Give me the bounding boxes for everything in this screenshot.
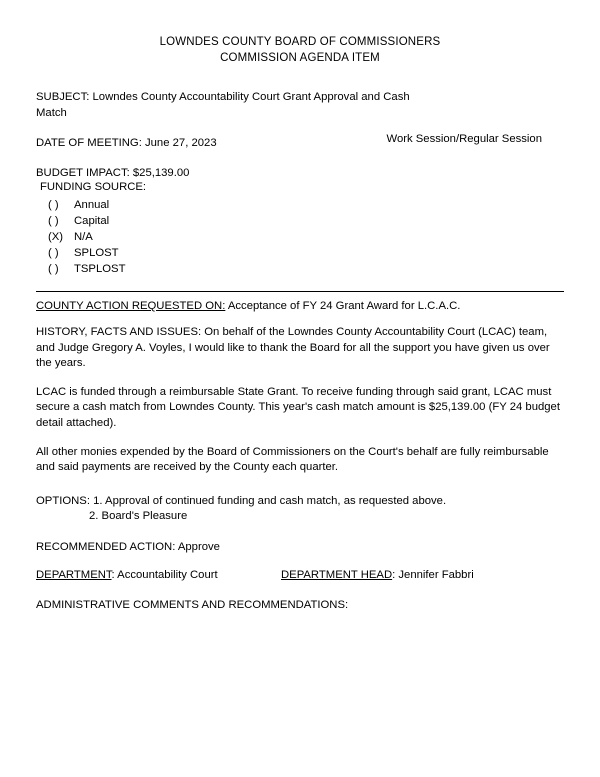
- options-item-1: 1. Approval of continued funding and cash match, as requested above.: [93, 494, 447, 507]
- county-action-label: COUNTY ACTION REQUESTED ON:: [36, 300, 226, 312]
- subject-text: Lowndes County Accountability Court Grant Approval and Cash Match: [36, 91, 410, 119]
- options-line-1: [36, 494, 564, 510]
- budget-impact-label: BUDGET IMPACT:: [36, 167, 130, 179]
- funding-source-label: FUNDING SOURCE:: [40, 181, 147, 193]
- checkbox-tsplost[interactable]: ( ): [48, 263, 59, 275]
- budget-impact-line: [36, 167, 564, 179]
- meeting-date-group: [36, 137, 217, 149]
- department-label: DEPARTMENT: [36, 568, 112, 581]
- department-value: : Accountability Court: [111, 568, 218, 581]
- funding-option-tsplost[interactable]: [36, 261, 564, 277]
- history-label: HISTORY, FACTS AND ISSUES:: [36, 326, 202, 338]
- funding-option-label: SPLOST: [74, 247, 119, 259]
- funding-option-na[interactable]: [36, 229, 564, 245]
- checkbox-capital[interactable]: ( ): [48, 215, 59, 227]
- department-head-label: DEPARTMENT HEAD: [281, 568, 393, 581]
- funding-option-annual[interactable]: [36, 197, 564, 213]
- header-line-1: LOWNDES COUNTY BOARD OF COMMISSIONERS: [159, 36, 441, 48]
- history-paragraph-3: All other monies expended by the Board of Commissioners on the Court's behalf are fully reimbursable and said payments are received by the County each quarter.: [36, 445, 549, 474]
- department-head-group: [281, 569, 474, 581]
- history-text-1: On behalf of the Lowndes County Accountability Court (LCAC) team, and Judge Gregory A. Voyles, I would like to thank the Board for all the support you have given us over the years.: [36, 326, 550, 370]
- funding-option-splost[interactable]: [36, 245, 564, 261]
- document-header: [36, 34, 564, 66]
- funding-source-options: [36, 197, 564, 277]
- funding-option-label: Capital: [74, 215, 110, 227]
- history-paragraph-1: [36, 325, 564, 372]
- session-type: Work Session/Regular Session: [386, 133, 542, 145]
- meeting-date-label: DATE OF MEETING:: [36, 137, 142, 149]
- meeting-date-value: June 27, 2023: [145, 137, 217, 149]
- header-line-2: COMMISSION AGENDA ITEM: [220, 52, 380, 64]
- options-item-2: 2. Board's Pleasure: [89, 510, 188, 523]
- department-group: [36, 569, 281, 581]
- funding-option-capital[interactable]: [36, 213, 564, 229]
- checkbox-annual[interactable]: ( ): [48, 199, 59, 211]
- funding-option-label: Annual: [74, 199, 110, 211]
- section-divider: [36, 291, 564, 292]
- subject-section: [36, 90, 436, 121]
- history-paragraph-2: LCAC is funded through a reimbursable State Grant. To receive funding through said grant, LCAC must secure a cash match from Lowndes County. This year's cash match amount is $25,139.00 (FY 24 budget detail attached).: [36, 385, 560, 429]
- department-section: [36, 569, 564, 581]
- options-section: [36, 494, 564, 525]
- checkbox-na[interactable]: (X): [48, 231, 64, 243]
- subject-label: SUBJECT:: [36, 91, 90, 103]
- meeting-section: [36, 133, 564, 149]
- funding-option-label: TSPLOST: [74, 263, 126, 275]
- budget-impact-amount: $25,139.00: [132, 167, 190, 179]
- recommended-action-label: RECOMMENDED ACTION:: [36, 540, 176, 553]
- county-action-text: Acceptance of FY 24 Grant Award for L.C.A.C.: [227, 300, 461, 312]
- recommended-action-section: [36, 541, 564, 553]
- recommended-action-value: Approve: [177, 540, 220, 553]
- county-action-section: [36, 300, 564, 312]
- department-head-value: : Jennifer Fabbri: [392, 568, 474, 581]
- options-label: OPTIONS:: [36, 494, 90, 507]
- funding-option-label: N/A: [74, 231, 93, 243]
- checkbox-splost[interactable]: ( ): [48, 247, 59, 259]
- administrative-comments-label: ADMINISTRATIVE COMMENTS AND RECOMMENDATIONS:: [36, 598, 349, 611]
